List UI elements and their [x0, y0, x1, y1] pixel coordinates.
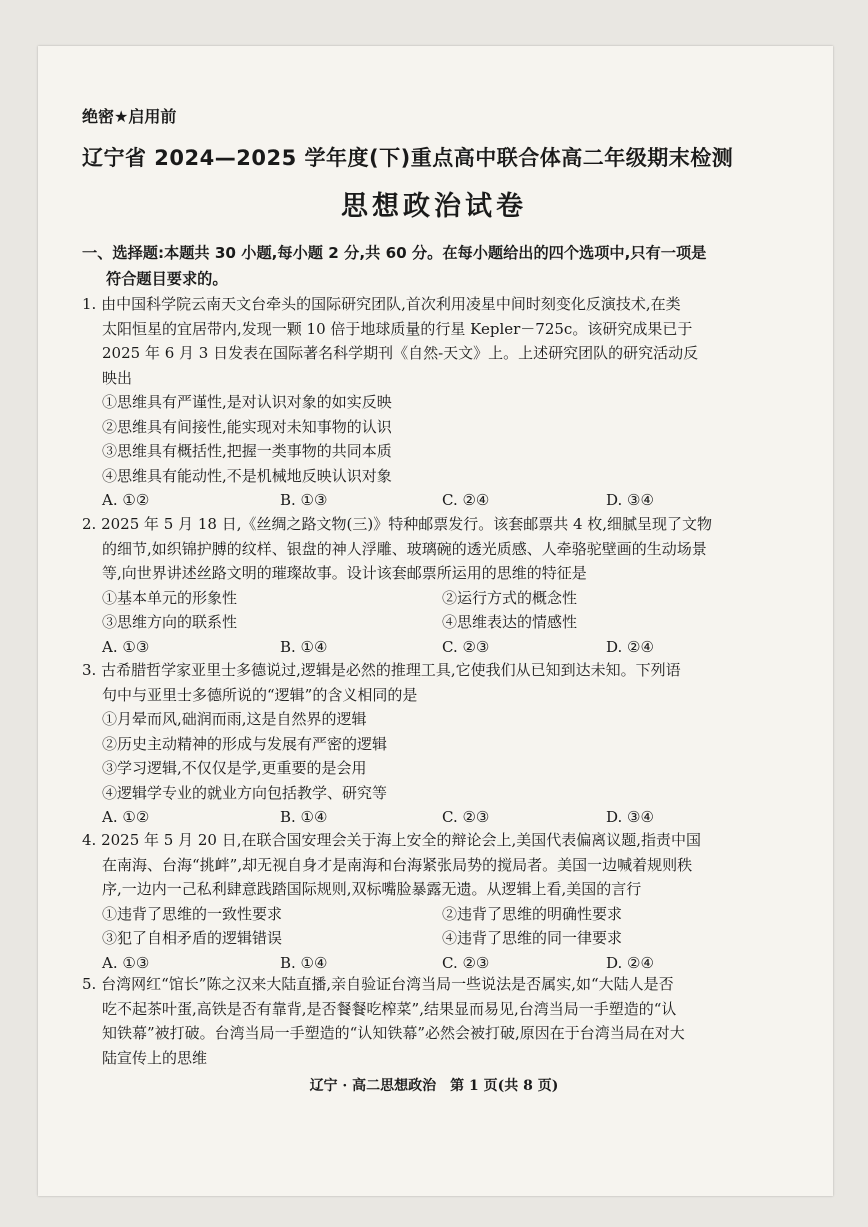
choice-b[interactable]: B. ①④ [280, 637, 328, 656]
bleed-through-text [200, 108, 520, 129]
question-2-statement-row [82, 610, 762, 635]
question-4-statement-4: ④违背了思维的同一律要求 [442, 929, 623, 947]
question-2-statement-3: ③思维方向的联系性 [102, 613, 238, 631]
question-5-stem-line: 知铁幕”被打破。台湾当局一手塑造的“认知铁幕”必然会被打破,原因在于台湾当局在对大 [102, 1024, 685, 1042]
choice-d[interactable]: D. ②④ [606, 953, 654, 972]
question-1-stem-line: 太阳恒星的宜居带内,发现一颗 10 倍于地球质量的行星 Kepler－725c。该研究成果已于 [102, 319, 693, 338]
question-3-stem-line: 3. 古希腊哲学家亚里士多德说过,逻辑是必然的推理工具,它使我们从已知到达未知。下列语 [82, 661, 681, 679]
question-4-stem-line: 4. 2025 年 5 月 20 日,在联合国安理会关于海上安全的辩论会上,美国代表偏离议题,指责中国 [82, 831, 702, 849]
section-instructions [82, 240, 762, 292]
question-1-statement-3: ③思维具有概括性,把握一类事物的共同本质 [102, 442, 392, 460]
question-3-stem-line: 句中与亚里士多德所说的“逻辑”的含义相同的是 [102, 685, 418, 704]
choice-a[interactable]: A. ①② [102, 491, 150, 509]
choice-d[interactable]: D. ③④ [606, 491, 654, 509]
question-2-stem-line: 2. 2025 年 5 月 18 日,《丝绸之路文物(三)》特种邮票发行。该套邮票共 4 枚,细腻呈现了文物 [82, 515, 713, 533]
question-4-statement-row [82, 902, 762, 927]
question-2-choices [82, 635, 762, 660]
choice-c[interactable]: C. ②④ [442, 491, 490, 509]
question-2-stem-line: 的细节,如织锦护膊的纹样、银盘的神人浮雕、玻璃碗的透光质感、人牵骆驼壁画的生动场景 [102, 539, 707, 558]
question-3-statement-3: ③学习逻辑,不仅仅是学,更重要的是会用 [102, 759, 367, 777]
question-5-stem-line: 陆宣传上的思维 [102, 1048, 208, 1067]
exam-title: 辽宁省 2024—2025 学年度(下)重点高中联合体高二年级期末检测 [82, 146, 734, 170]
question-4-stem-line: 在南海、台海“挑衅”,却无视自身才是南海和台海紧张局势的搅局者。美国一边喊着规则秩 [102, 855, 693, 874]
choice-d[interactable]: D. ②④ [606, 637, 654, 656]
question-1-stem-line: 1. 由中国科学院云南天文台牵头的国际研究团队,首次利用凌星中间时刻变化反演技术,在类 [82, 295, 681, 313]
question-2-statement-1: ①基本单元的形象性 [102, 588, 238, 607]
question-3-statement-2: ②历史主动精神的形成与发展有严密的逻辑 [102, 734, 388, 753]
question-3-choices [82, 805, 762, 830]
section-line-1: 一、选择题:本题共 30 小题,每小题 2 分,共 60 分。在每小题给出的四个选项中,只有一项是 [82, 244, 707, 262]
question-5-stem-line: 5. 台湾网红“馆长”陈之汉来大陆直播,亲自验证台湾当局一些说法是否属实,如“大陆人是否 [82, 975, 674, 993]
choice-b[interactable]: B. ①④ [280, 808, 328, 826]
question-3-statement-1: ①月晕而风,础润而雨,这是自然界的逻辑 [102, 710, 367, 728]
question-5 [82, 972, 762, 1070]
choice-b[interactable]: B. ①④ [280, 953, 328, 972]
question-1-stem-line: 映出 [102, 368, 133, 387]
choice-c[interactable]: C. ②③ [442, 808, 490, 826]
question-5-stem-line: 吃不起茶叶蛋,高铁是否有靠背,是否餐餐吃榨菜”,结果显而易见,台湾当局一手塑造的“认 [102, 999, 677, 1018]
question-2-statement-4: ④思维表达的情感性 [442, 613, 578, 631]
question-1-statement-4: ④思维具有能动性,不是机械地反映认识对象 [102, 466, 392, 485]
choice-d[interactable]: D. ③④ [606, 808, 654, 826]
question-2-stem-line: 等,向世界讲述丝路文明的璀璨故事。设计该套邮票所运用的思维的特征是 [102, 564, 587, 582]
question-2-statement-2: ②运行方式的概念性 [442, 588, 578, 607]
choice-a[interactable]: A. ①③ [102, 953, 150, 972]
question-1-statement-1: ①思维具有严谨性,是对认识对象的如实反映 [102, 393, 392, 411]
section-line-2: 符合题目要求的。 [106, 270, 228, 288]
question-2 [82, 512, 762, 659]
choice-a[interactable]: A. ①③ [102, 637, 150, 656]
question-1 [82, 292, 762, 513]
choice-b[interactable]: B. ①③ [280, 491, 328, 509]
question-3 [82, 658, 762, 830]
question-4-statement-2: ②违背了思维的明确性要求 [442, 904, 623, 923]
question-1-stem-line: 2025 年 6 月 3 日发表在国际著名科学期刊《自然-天文》上。上述研究团队的研究活动反 [102, 344, 699, 362]
choice-c[interactable]: C. ②③ [442, 953, 490, 972]
question-3-statement-4: ④逻辑学专业的就业方向包括教学、研究等 [102, 783, 388, 802]
question-4-stem-line: 序,一边内一己私利肆意践踏国际规则,双标嘴脸暴露无遗。从逻辑上看,美国的言行 [102, 880, 642, 898]
choice-a[interactable]: A. ①② [102, 808, 150, 826]
question-2-statement-row [82, 586, 762, 611]
question-4-statement-3: ③犯了自相矛盾的逻辑错误 [102, 929, 283, 947]
question-1-choices [82, 488, 762, 513]
question-4-statement-row [82, 926, 762, 951]
question-4 [82, 828, 762, 975]
confidential-mark: 绝密★启用前 [82, 107, 177, 126]
question-4-statement-1: ①违背了思维的一致性要求 [102, 904, 283, 923]
choice-c[interactable]: C. ②③ [442, 637, 490, 656]
subject-title: 思想政治试卷 [341, 191, 527, 222]
question-1-statement-2: ②思维具有间接性,能实现对未知事物的认识 [102, 417, 392, 436]
page-footer: 辽宁 · 高二思想政治 第 1 页(共 8 页) [309, 1078, 559, 1094]
